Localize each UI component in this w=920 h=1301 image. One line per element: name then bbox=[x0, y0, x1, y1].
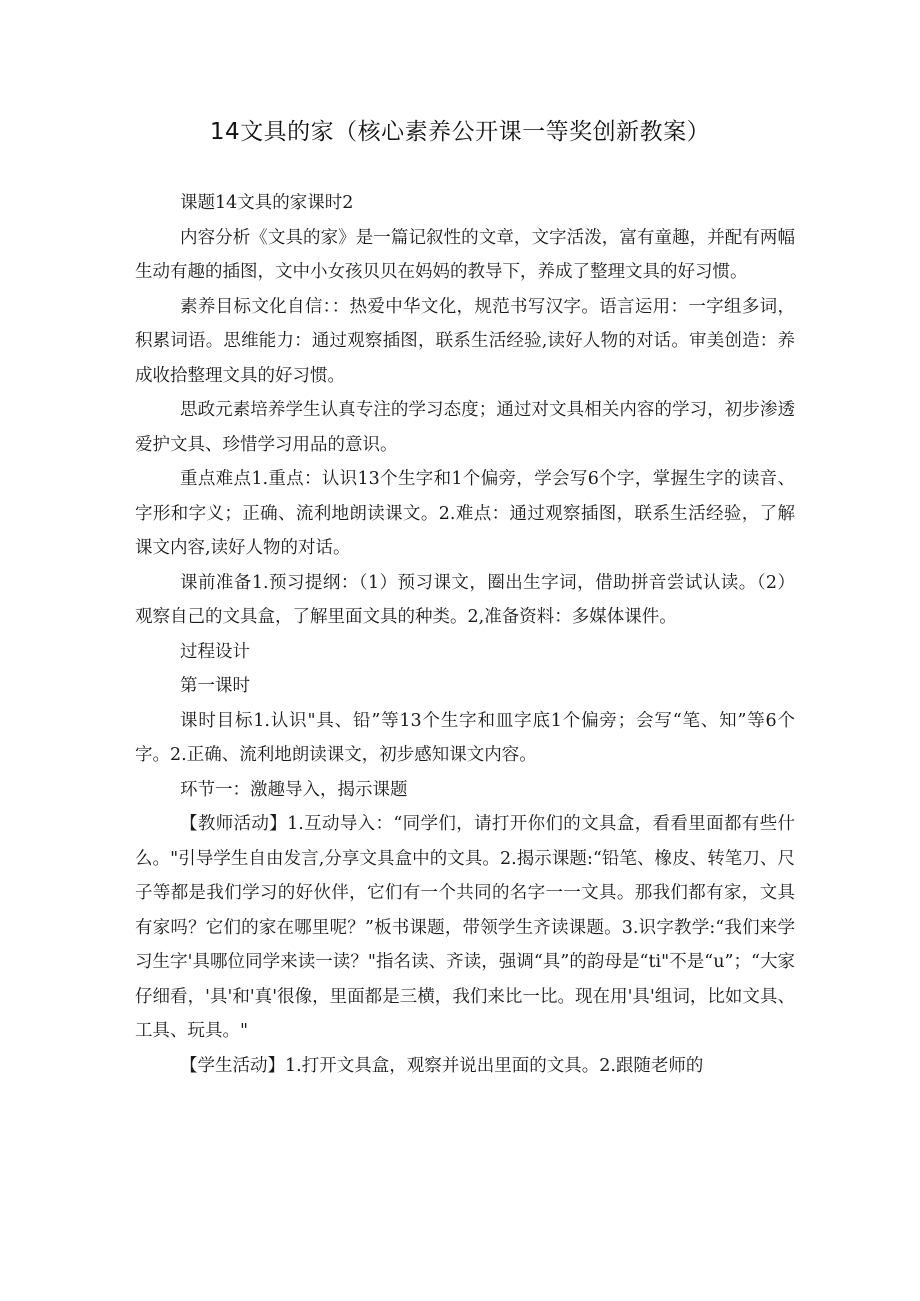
paragraph-lesson-topic: 课题14文具的家课时2 bbox=[180, 193, 354, 213]
paragraph-preparation: 课前准备1.预习提纲：（1）预习课文，圈出生字词，借助拼音尝试认读。（2）观察自己的文具盒，了解里面文具的种类。2,准备资料：多媒体课件。 bbox=[135, 572, 795, 627]
paragraph-step-one: 环节一：激趣导入，揭示课题 bbox=[180, 779, 408, 800]
paragraph-content-analysis: 内容分析《文具的家》是一篇记叙性的文章，文字活泼，富有童趣，并配有两幅生动有趣的插图，文中小女孩贝贝在妈妈的教导下，养成了整理文具的好习惯。 bbox=[135, 227, 795, 282]
paragraph-first-lesson: 第一课时 bbox=[180, 676, 250, 696]
paragraph-teacher-activity: 【教师活动】1.互动导入：“同学们，请打开你们的文具盒，看看里面都有些什么。"引导学生自由发言,分享文具盒中的文具。2.揭示课题:“铅笔、橡皮、转笔刀、尺子等都是我们学习的好伙伴，它们有一个共同的名字一一文具。那我们都有家，文具有家吗？它们的家在哪里呢？”板书课题，带领学生齐读课题。3.识字教学:“我们来学习生字'具哪位同学来读一读？"指名读、齐读，强调“具”的韵母是“ti"不是“u”；“大家仔细看，'具'和'真'很像，里面都是三横，我们来比一比。现在用'具'组词，比如文具、工具、玩具。" bbox=[135, 814, 795, 1041]
paragraph-literacy-goals: 素养目标文化自信：：热爱中华文化，规范书写汉字。语言运用：一字组多词，积累词语。思维能力：通过观察插图，联系生活经验,读好人物的对话。审美创造：养成收拾整理文具的好习惯。 bbox=[135, 296, 795, 386]
paragraph-student-activity: 【学生活动】1.打开文具盒，观察并说出里面的文具。2.跟随老师的 bbox=[180, 1055, 704, 1076]
paragraph-key-difficulties: 重点难点1.重点：认识13个生字和1个偏旁，学会写6个字，掌握生字的读音、字形和字义；正确、流利地朗读课文。2.难点：通过观察插图，联系生活经验，了解课文内容,读好人物的对话。 bbox=[135, 469, 795, 558]
document-title: 14文具的家（核心素养公开课一等奖创新教案） bbox=[209, 119, 711, 145]
paragraph-process-design: 过程设计 bbox=[180, 641, 250, 662]
document-body bbox=[135, 186, 795, 1083]
paragraph-ideological-elements: 思政元素培养学生认真专注的学习态度；通过对文具相关内容的学习，初步渗透爱护文具、珍惜学习用品的意识。 bbox=[135, 400, 795, 455]
paragraph-lesson-goals: 课时目标1.认识"具、铅”等13个生字和皿字底1个偏旁；会写“笔、知”等6个字。2.正确、流利地朗读课文，初步感知课文内容。 bbox=[135, 710, 795, 765]
